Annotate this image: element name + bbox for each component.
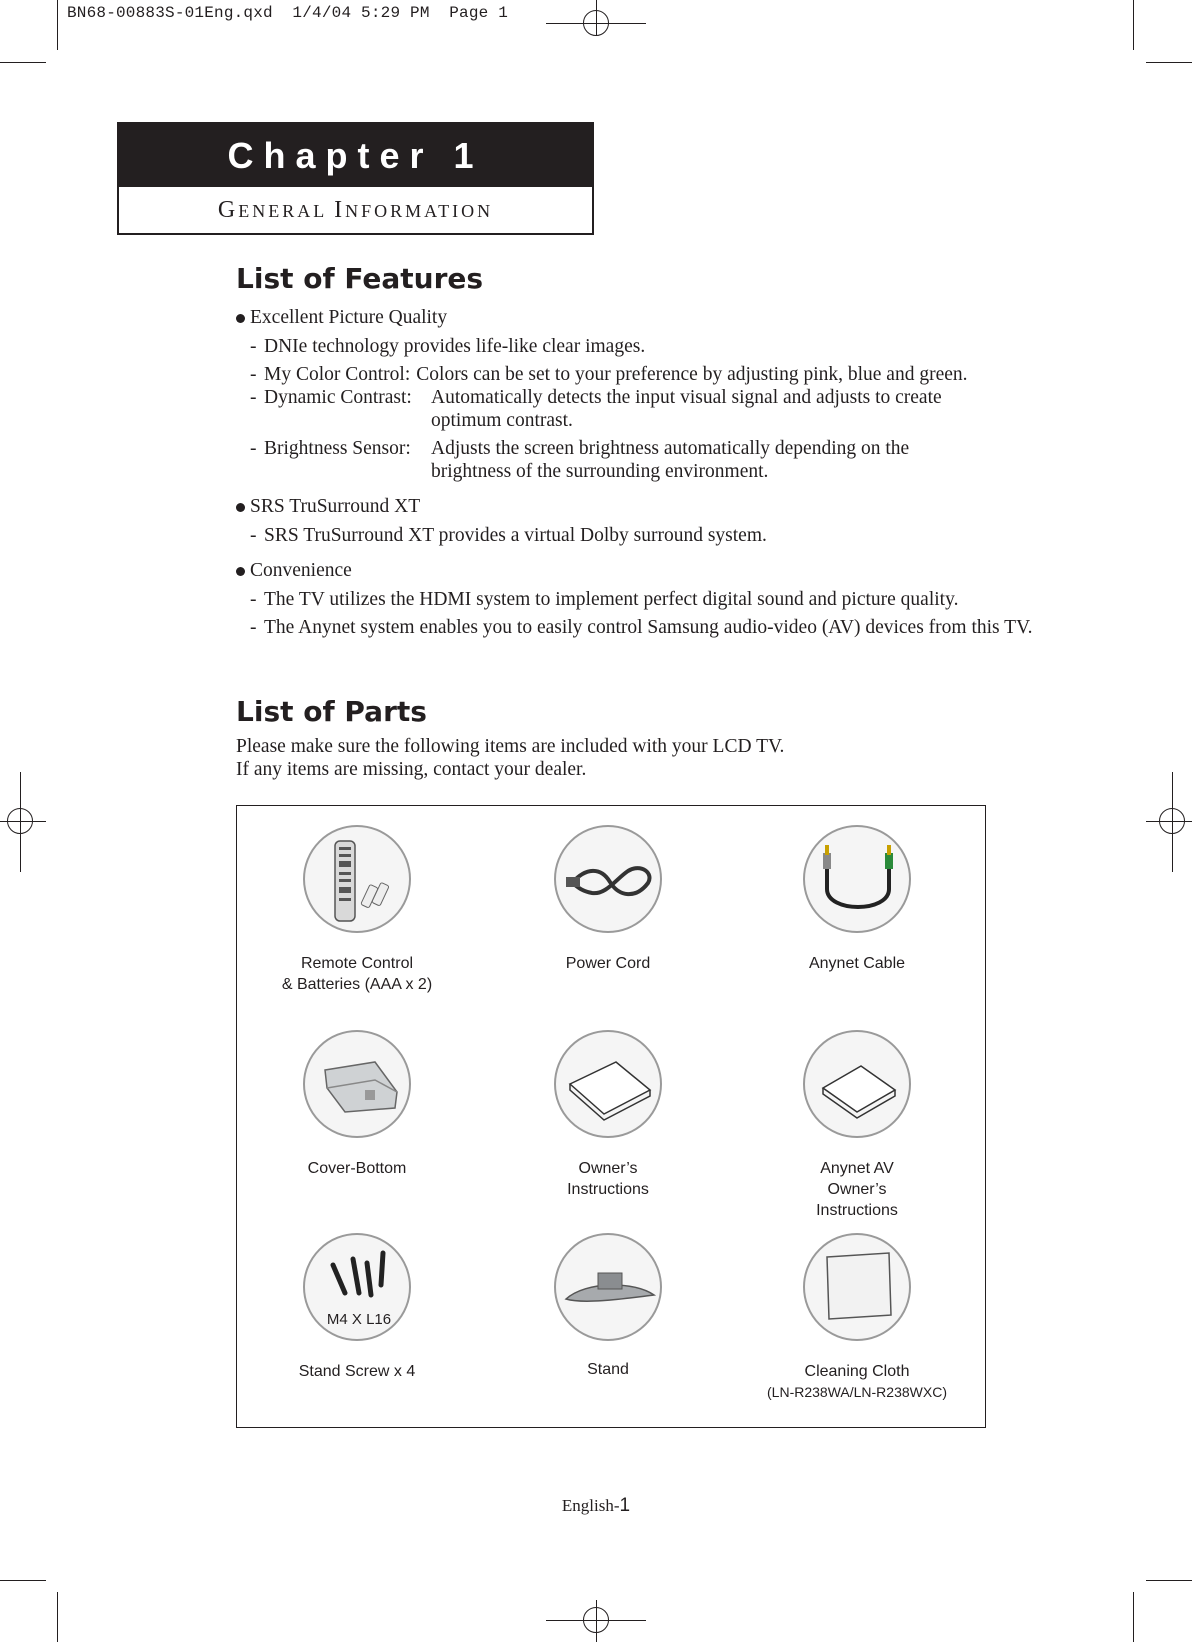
parts-panel xyxy=(236,805,986,1428)
page-footer: English-1 xyxy=(561,1495,631,1516)
crop-mark xyxy=(0,1580,46,1581)
feature-item: - The TV utilizes the HDMI system to implement perfect digital sound and picture quality. xyxy=(250,589,959,610)
bullet-icon xyxy=(236,567,245,576)
parts-intro: Please make sure the following items are included with your LCD TV. If any items are missing, contact your dealer. xyxy=(236,736,785,780)
part-cover-bottom xyxy=(237,1030,477,1179)
crop-mark xyxy=(20,772,21,872)
print-slug: BN68-00883S-01Eng.qxd 1/4/04 5:29 PM Page 1 xyxy=(67,4,509,22)
crop-mark xyxy=(1133,1592,1134,1642)
part-label: Anynet Cable xyxy=(808,955,906,972)
features-heading: List of Features xyxy=(236,262,484,295)
part-anynet-cable xyxy=(737,825,977,974)
crop-mark xyxy=(57,1592,58,1642)
stand-icon xyxy=(554,1233,662,1341)
feature-item: - My Color Control: Colors can be set to your preference by adjusting pink, blue and green. xyxy=(250,364,968,385)
anynet-cable-icon xyxy=(803,825,911,933)
cover-bottom-icon xyxy=(303,1030,411,1138)
remote-control-icon xyxy=(303,825,411,933)
screw-spec: M4 X L16 xyxy=(326,1311,392,1328)
part-stand-screw xyxy=(237,1233,477,1382)
part-cleaning-cloth xyxy=(737,1233,977,1403)
part-remote-control xyxy=(237,825,477,995)
chapter-header xyxy=(117,122,594,235)
chapter-title: Chapter 1 xyxy=(119,124,592,187)
manual-book-icon xyxy=(803,1030,911,1138)
crop-mark xyxy=(1133,0,1134,50)
crop-mark xyxy=(0,62,46,63)
feature-item: - The Anynet system enables you to easily control Samsung audio-video (AV) devices from this TV. xyxy=(250,617,1033,638)
chapter-subtitle: GENERAL INFORMATION xyxy=(217,197,494,223)
feature-group xyxy=(236,495,1056,552)
feature-item: - Dynamic Contrast: Automatically detects the input visual signal and adjusts to create optimum contrast. xyxy=(250,387,942,431)
crop-mark xyxy=(1146,62,1192,63)
crop-mark xyxy=(57,0,58,50)
crop-mark xyxy=(1146,821,1192,822)
feature-group-title: SRS TruSurround XT xyxy=(250,496,421,517)
power-cord-icon xyxy=(554,825,662,933)
part-label: Owner’s Instructions xyxy=(567,1160,649,1198)
page-number: 1 xyxy=(619,1495,631,1516)
feature-group-title: Convenience xyxy=(250,560,352,581)
feature-item: - DNIe technology provides life-like clear images. xyxy=(250,336,646,357)
part-owners-instructions xyxy=(488,1030,728,1200)
crop-mark xyxy=(1172,772,1173,872)
part-label: Anynet AV Owner’s Instructions xyxy=(816,1160,898,1219)
feature-group xyxy=(236,306,1056,488)
parts-heading: List of Parts xyxy=(236,695,427,728)
bullet-icon xyxy=(236,314,245,323)
part-label: Cover-Bottom xyxy=(307,1160,407,1177)
part-label: Power Cord xyxy=(565,955,651,972)
screw-icon xyxy=(303,1233,411,1341)
feature-group xyxy=(236,559,1056,644)
crop-mark xyxy=(0,821,46,822)
crop-mark xyxy=(596,1600,597,1642)
part-label: Stand Screw x 4 xyxy=(298,1363,416,1380)
part-label: Cleaning Cloth (LN-R238WA/LN-R238WXC) xyxy=(767,1363,947,1400)
part-anynet-av-instructions xyxy=(737,1030,977,1221)
feature-item: - Brightness Sensor: Adjusts the screen brightness automatically depending on the brightness of the surrounding environment. xyxy=(250,438,910,482)
bullet-icon xyxy=(236,503,245,512)
crop-mark xyxy=(1146,1580,1192,1581)
part-stand xyxy=(488,1233,728,1380)
part-label: Stand xyxy=(587,1361,629,1378)
crop-mark xyxy=(596,0,597,36)
cleaning-cloth-icon xyxy=(803,1233,911,1341)
part-label: Remote Control & Batteries (AAA x 2) xyxy=(281,955,433,993)
manual-book-icon xyxy=(554,1030,662,1138)
part-power-cord xyxy=(488,825,728,974)
feature-item: - SRS TruSurround XT provides a virtual Dolby surround system. xyxy=(250,525,767,546)
feature-group-title: Excellent Picture Quality xyxy=(250,307,448,328)
